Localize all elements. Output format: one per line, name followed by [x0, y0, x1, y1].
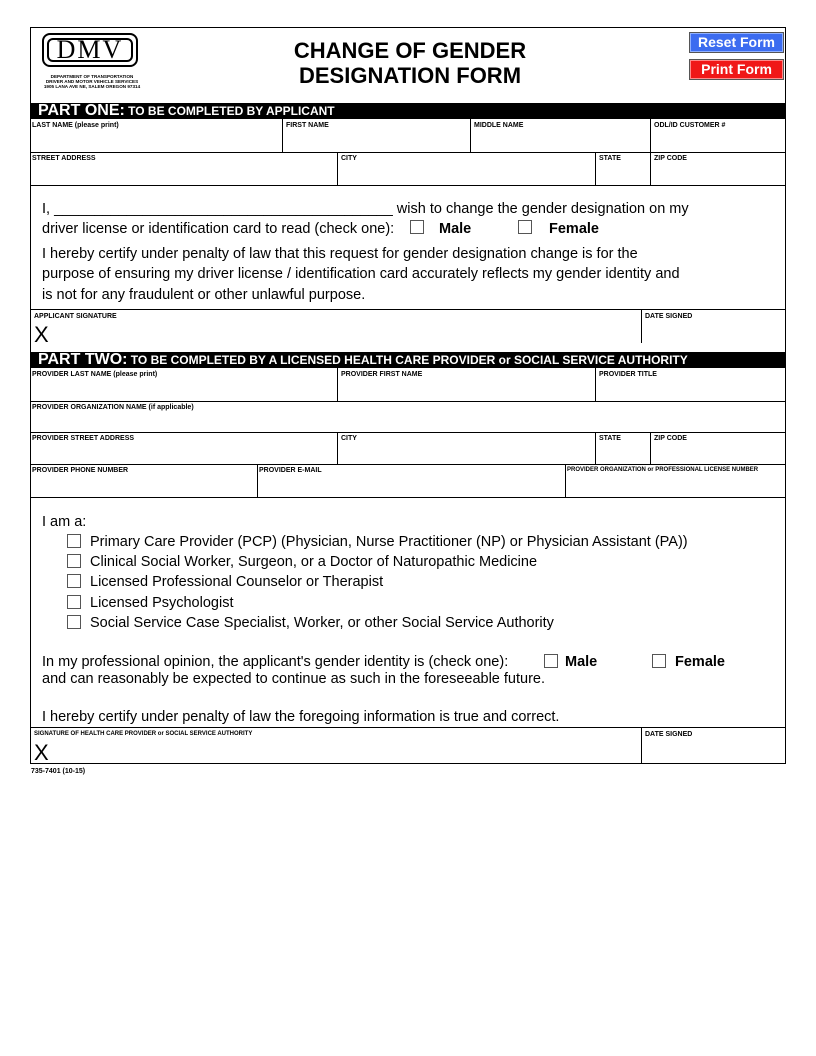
applicant-female-label: Female: [549, 221, 599, 237]
option-label-pcp: Primary Care Provider (PCP) (Physician, Nurse Practitioner (NP) or Physician Assistant (PA)): [90, 534, 688, 550]
zip-field[interactable]: [654, 164, 784, 184]
applicant-male-checkbox[interactable]: [410, 220, 424, 234]
customer-number-label: ODL/ID CUSTOMER #: [654, 122, 726, 129]
provider-male-checkbox[interactable]: [544, 654, 558, 668]
street-address-field[interactable]: [32, 164, 335, 184]
first-name-label: FIRST NAME: [286, 122, 329, 129]
middle-name-field[interactable]: [474, 131, 648, 151]
reset-form-button[interactable]: Reset Form: [689, 32, 784, 53]
provider-title-field[interactable]: [599, 380, 784, 400]
applicant-date-field[interactable]: [645, 322, 784, 342]
state-field[interactable]: [599, 164, 648, 184]
divider: [30, 497, 786, 498]
provider-state-label: STATE: [599, 435, 621, 442]
option-checkbox-psychologist[interactable]: [67, 595, 81, 609]
provider-last-name-field[interactable]: [32, 380, 335, 400]
provider-first-name-field[interactable]: [341, 380, 593, 400]
divider: [30, 309, 786, 310]
last-name-label: LAST NAME (please print): [32, 122, 119, 129]
provider-org-name-field[interactable]: [32, 412, 784, 431]
last-name-field[interactable]: [32, 131, 280, 151]
provider-license-label: PROVIDER ORGANIZATION or PROFESSIONAL LICENSE NUMBER: [567, 467, 759, 473]
option-checkbox-case-specialist[interactable]: [67, 615, 81, 629]
logo-address: 1905 LANA AVE NE, SALEM OREGON 97314: [43, 84, 141, 89]
option-checkbox-counselor[interactable]: [67, 574, 81, 588]
divider: [30, 432, 786, 433]
provider-signature-label: SIGNATURE OF HEALTH CARE PROVIDER or SOCIAL SERVICE AUTHORITY: [34, 731, 253, 737]
check-one-statement: driver license or identification card to read (check one):: [42, 221, 395, 237]
form-bottom-border: [30, 763, 786, 764]
provider-zip-label: ZIP CODE: [654, 435, 687, 442]
zip-label: ZIP CODE: [654, 155, 687, 162]
dmv-logo: [36, 33, 148, 91]
city-field[interactable]: [341, 164, 593, 184]
provider-email-label: PROVIDER E-MAIL: [259, 467, 322, 474]
provider-last-name-label: PROVIDER LAST NAME (please print): [32, 371, 158, 378]
customer-number-field[interactable]: [654, 131, 784, 151]
logo-division: DRIVER AND MOTOR VEHICLE SERVICES: [45, 79, 139, 84]
provider-signature-mark: X: [34, 740, 49, 765]
certification-line: is not for any fraudulent or other unlawful purpose.: [42, 287, 366, 303]
applicant-female-checkbox[interactable]: [518, 220, 532, 234]
provider-license-field[interactable]: [569, 476, 784, 496]
provider-title-label: PROVIDER TITLE: [599, 371, 657, 378]
opinion-continuation: and can reasonably be expected to continue as such in the foreseeable future.: [42, 671, 546, 687]
opinion-statement: In my professional opinion, the applicant's gender identity is (check one):: [42, 654, 509, 670]
provider-date-field[interactable]: [645, 740, 784, 761]
divider: [30, 401, 786, 402]
part-one-heading: PART ONE: TO BE COMPLETED BY APPLICANT: [31, 103, 786, 119]
street-address-label: STREET ADDRESS: [32, 155, 96, 162]
option-label-social-worker: Clinical Social Worker, Surgeon, or a Doctor of Naturopathic Medicine: [90, 554, 538, 570]
option-checkbox-pcp[interactable]: [67, 534, 81, 548]
option-label-case-specialist: Social Service Case Specialist, Worker, or other Social Service Authority: [90, 615, 554, 631]
provider-phone-field[interactable]: [32, 476, 255, 496]
provider-female-label: Female: [675, 654, 725, 670]
applicant-signature-label: APPLICANT SIGNATURE: [34, 313, 117, 320]
certification-line: purpose of ensuring my driver license / identification card accurately reflects my gender identity and: [42, 266, 680, 282]
provider-date-label: DATE SIGNED: [645, 731, 693, 738]
provider-city-label: CITY: [341, 435, 357, 442]
divider: [30, 464, 786, 465]
middle-name-label: MIDDLE NAME: [474, 122, 524, 129]
provider-male-label: Male: [565, 654, 598, 670]
form-title: CHANGE OF GENDER DESIGNATION FORM: [293, 38, 527, 88]
applicant-signature-mark: X: [34, 322, 49, 347]
provider-zip-field[interactable]: [654, 444, 784, 463]
provider-email-field[interactable]: [261, 476, 563, 496]
i-am-a-label: I am a:: [42, 514, 87, 530]
option-label-counselor: Licensed Professional Counselor or Therapist: [90, 574, 384, 590]
applicant-male-label: Male: [439, 221, 472, 237]
provider-street-field[interactable]: [32, 444, 335, 463]
provider-signature-field[interactable]: [58, 740, 638, 761]
certification-line: I hereby certify under penalty of law that this request for gender designation change is for the: [42, 246, 638, 262]
provider-city-field[interactable]: [341, 444, 593, 463]
provider-certification: I hereby certify under penalty of law the foregoing information is true and correct.: [42, 709, 560, 725]
applicant-name-statement: I, __________________________________________ wish to change the gender designation on my: [42, 201, 689, 217]
option-label-psychologist: Licensed Psychologist: [90, 595, 234, 611]
logo-dept: DEPARTMENT OF TRANSPORTATION: [50, 74, 134, 79]
part-two-heading: PART TWO: TO BE COMPLETED BY A LICENSED HEALTH CARE PROVIDER or SOCIAL SERVICE AUTHORITY: [31, 352, 786, 368]
provider-state-field[interactable]: [599, 444, 648, 463]
divider: [30, 152, 786, 153]
provider-phone-label: PROVIDER PHONE NUMBER: [32, 467, 129, 474]
print-form-button[interactable]: Print Form: [689, 59, 784, 80]
provider-female-checkbox[interactable]: [652, 654, 666, 668]
divider: [30, 185, 786, 186]
state-label: STATE: [599, 155, 621, 162]
divider: [30, 727, 786, 728]
city-label: CITY: [341, 155, 357, 162]
provider-first-name-label: PROVIDER FIRST NAME: [341, 371, 423, 378]
option-checkbox-social-worker[interactable]: [67, 554, 81, 568]
applicant-date-label: DATE SIGNED: [645, 313, 693, 320]
logo-text: DMV: [56, 35, 124, 64]
first-name-field[interactable]: [286, 131, 468, 151]
applicant-signature-field[interactable]: [58, 322, 638, 342]
provider-street-label: PROVIDER STREET ADDRESS: [32, 435, 135, 442]
provider-org-name-label: PROVIDER ORGANIZATION NAME (if applicable): [32, 404, 194, 411]
form-number: 735-7401 (10-15): [31, 768, 86, 775]
